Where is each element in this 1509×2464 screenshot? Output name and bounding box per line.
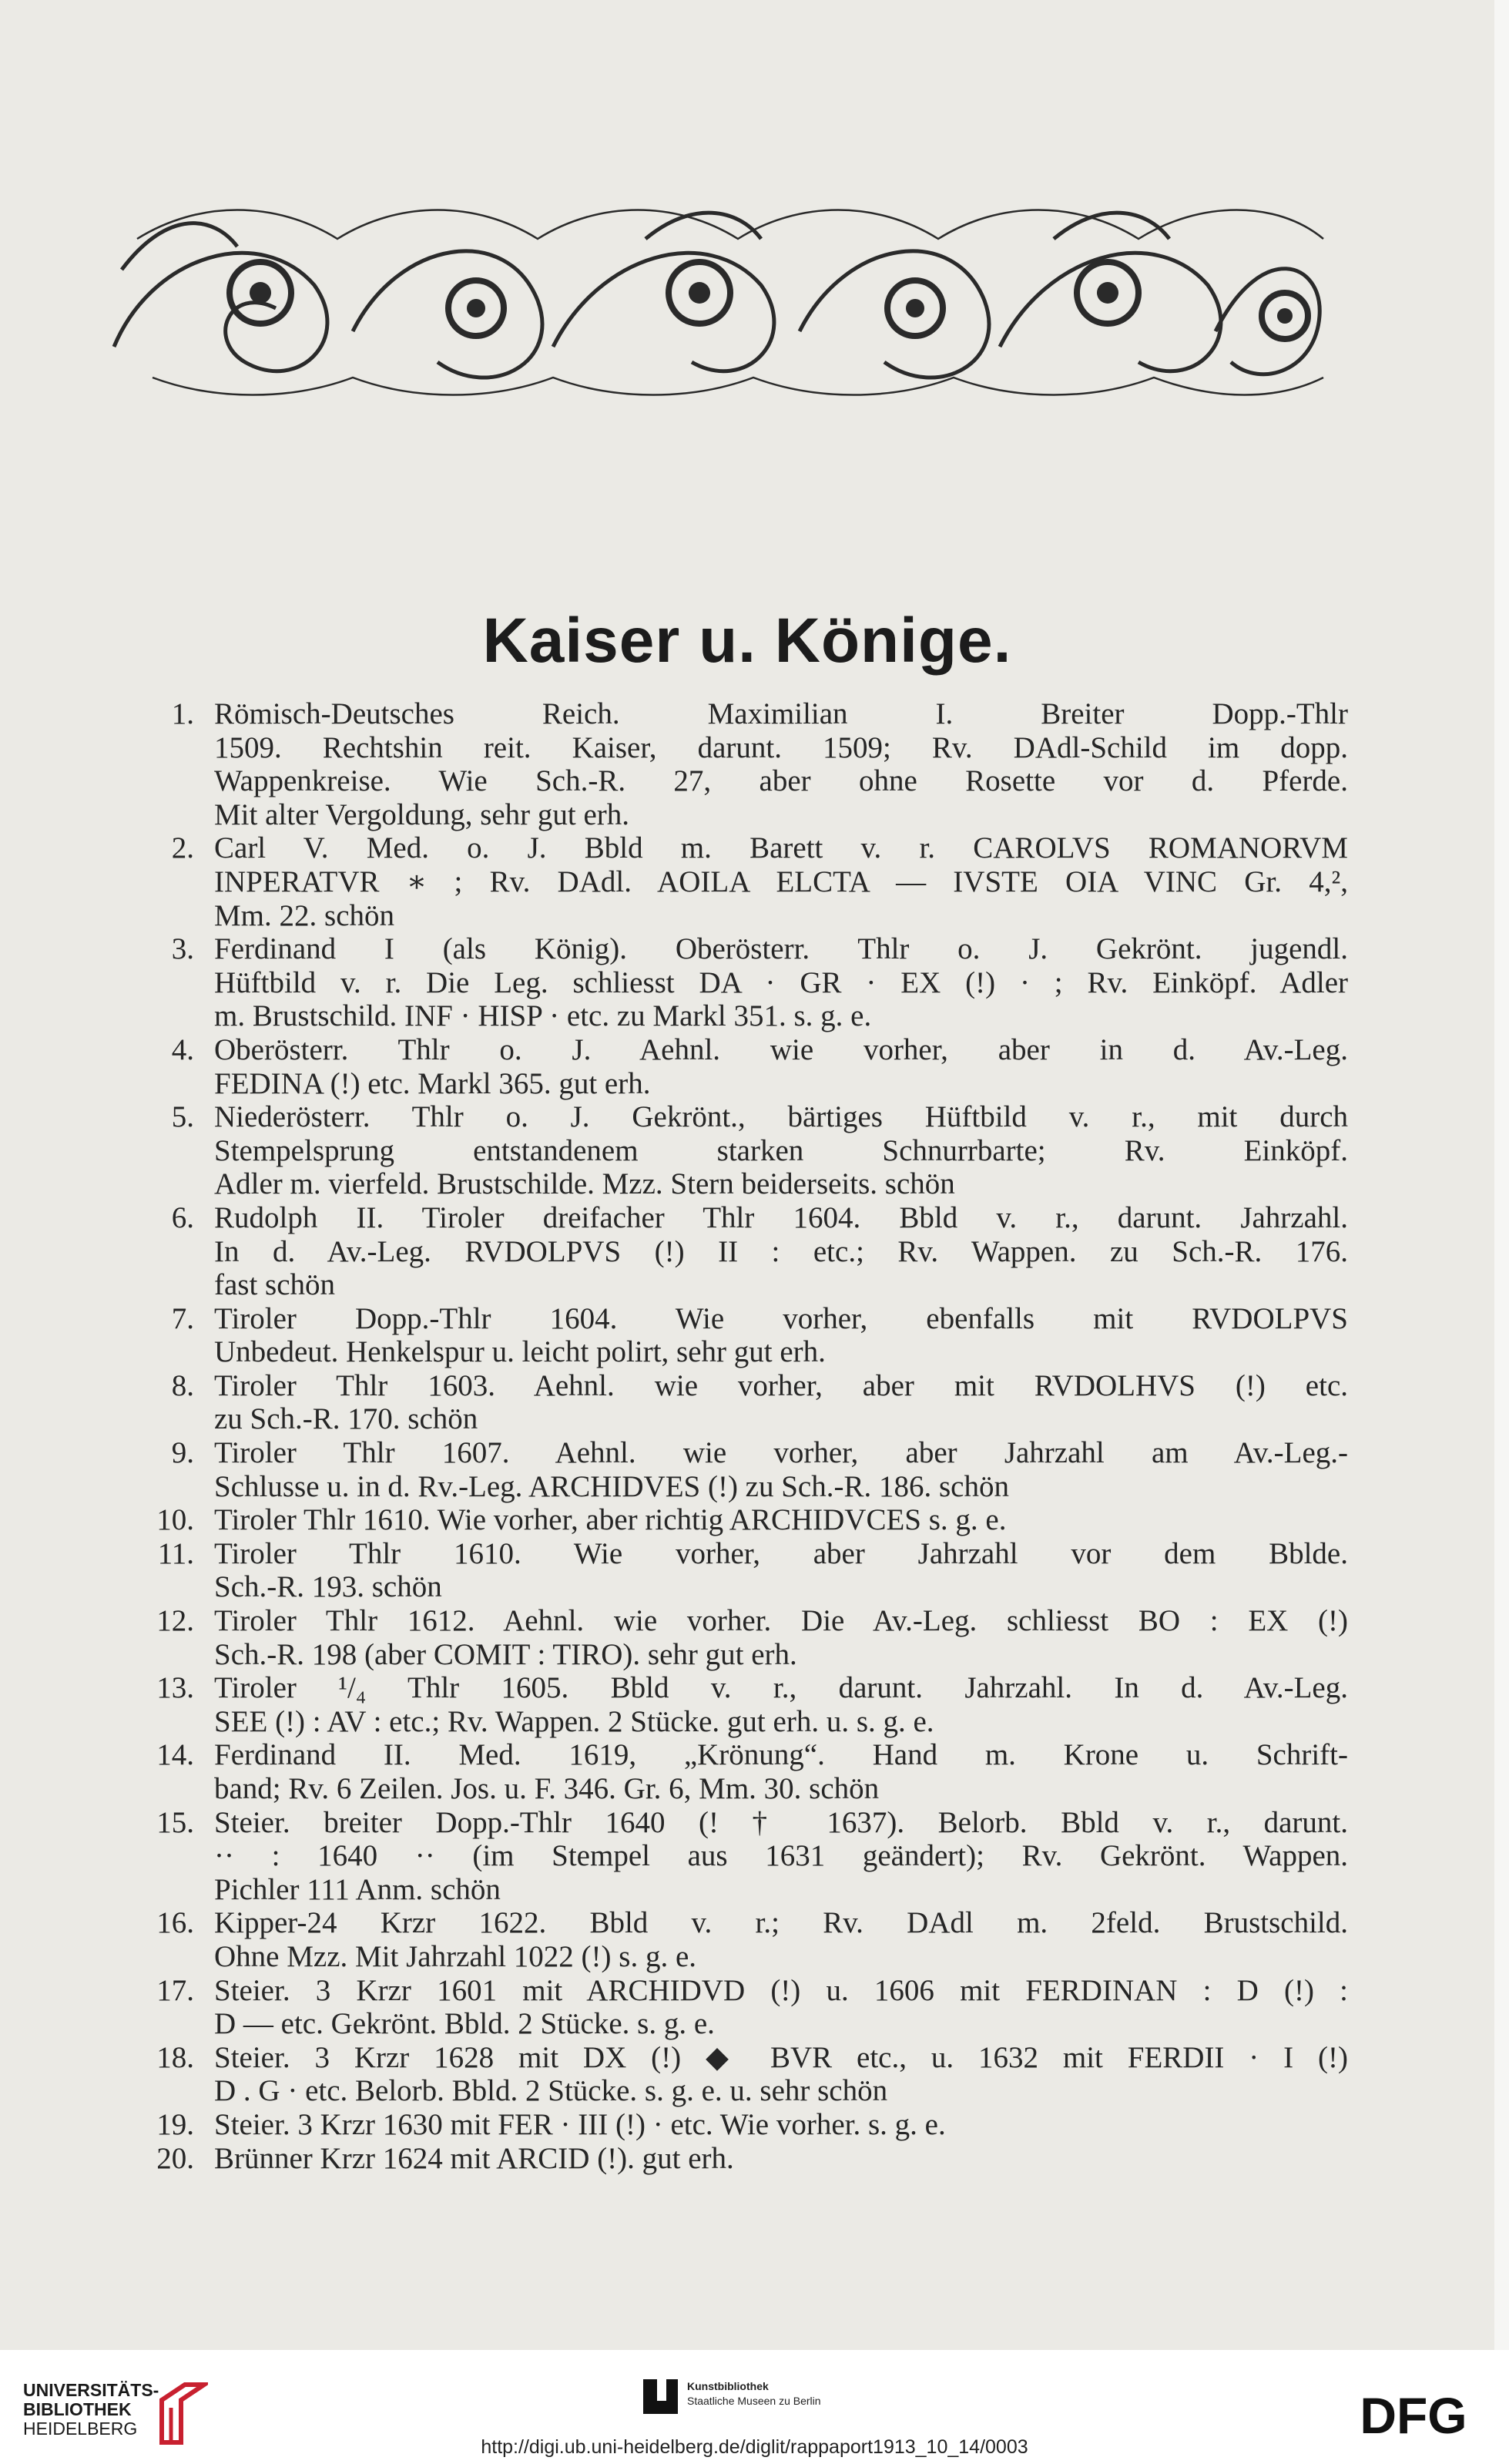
kunstbibliothek-mark-icon <box>643 2379 678 2414</box>
entry-line: Ferdinand II. Med. 1619, „Krönung“. Hand m. Krone u. Schrift- <box>214 1738 1348 1772</box>
entry-line: Sch.-R. 193. schön <box>214 1570 442 1604</box>
entry-line: Tiroler Thlr 1610. Wie vorher, aber Jahrzahl vor dem Bblde. <box>214 1536 1348 1570</box>
ub-heidelberg-logo <box>23 2381 159 2439</box>
entry-line: D — etc. Gekrönt. Bbld. 2 Stücke. s. g. e. <box>214 2007 715 2041</box>
entry-line: Schlusse u. in d. Rv.-Leg. ARCHIDVES (!) zu Sch.-R. 186. schön <box>214 1469 1009 1503</box>
entry-line: Tiroler Thlr 1607. Aehnl. wie vorher, aber Jahrzahl am Av.-Leg.- <box>214 1436 1348 1470</box>
entry-line: Rudolph II. Tiroler dreifacher Thlr 1604. Bbld v. r., darunt. Jahrzahl. <box>214 1200 1348 1234</box>
entry-line: Tiroler Thlr 1610. Wie vorher, aber richtig ARCHIDVCES s. g. e. <box>214 1503 1007 1537</box>
kb-line-2: Staatliche Museen zu Berlin <box>687 2395 821 2407</box>
page-edge <box>1494 0 1509 2350</box>
kb-line-1: Kunstbibliothek <box>687 2380 769 2392</box>
kunstbibliothek-label <box>687 2379 821 2409</box>
entry-number: 7. <box>171 1301 194 1335</box>
entry-line: Mm. 22. schön <box>214 898 394 932</box>
entry-number: 14. <box>156 1738 194 1772</box>
catalog-entry <box>139 932 1348 1033</box>
entry-line: D . G · etc. Belorb. Bbld. 2 Stücke. s. g. e. u. sehr schön <box>214 2074 888 2108</box>
entry-line: Kipper-24 Krzr 1622. Bbld v. r.; Rv. DAdl m. 2feld. Brustschild. <box>214 1906 1348 1940</box>
entry-line: Stempelsprung entstandenem starken Schnurrbarte; Rv. Einköpf. <box>214 1133 1348 1167</box>
catalog-entry <box>139 1604 1348 1671</box>
entry-number: 20. <box>156 2141 194 2175</box>
catalog-entry <box>139 1537 1348 1604</box>
entry-line: Ohne Mzz. Mit Jahrzahl 1022 (!) s. g. e. <box>214 1939 696 1973</box>
entry-line: Brünner Krzr 1624 mit ARCID (!). gut erh. <box>214 2141 734 2175</box>
entry-line: Tiroler Thlr 1612. Aehnl. wie vorher. Die Av.-Leg. schliesst BO : EX (!) <box>214 1604 1348 1638</box>
entry-line: Carl V. Med. o. J. Bbld m. Barett v. r. CAROLVS ROMANORVM <box>214 831 1348 865</box>
entry-line: Römisch-Deutsches Reich. Maximilian I. Breiter Dopp.-Thlr <box>214 697 1348 730</box>
entry-line: FEDINA (!) etc. Markl 365. gut erh. <box>214 1066 651 1100</box>
entry-number: 6. <box>171 1200 194 1234</box>
entry-number: 10. <box>156 1503 194 1537</box>
catalog-entry <box>139 1806 1348 1907</box>
entry-line: ·· : 1640 ·· (im Stempel aus 1631 geändert); Rv. Gekrönt. Wappen. <box>214 1839 1348 1873</box>
source-url-link[interactable]: http://digi.ub.uni-heidelberg.de/diglit/rappaport1913_10_14/0003 <box>481 2436 1028 2458</box>
catalog-entry <box>139 697 1348 831</box>
entry-number: 19. <box>156 2107 194 2141</box>
catalog-entry <box>139 2108 1348 2142</box>
entry-line: In d. Av.-Leg. RVDOLPVS (!) II : etc.; Rv. Wappen. zu Sch.-R. 176. <box>214 1234 1348 1268</box>
catalog-entries <box>139 697 1348 2175</box>
entry-line: Niederösterr. Thlr o. J. Gekrönt., bärtiges Hüftbild v. r., mit durch <box>214 1100 1348 1134</box>
entry-line: Steier. 3 Krzr 1601 mit ARCHIDVD (!) u. 1606 mit FERDINAN : D (!) : <box>214 1973 1348 2007</box>
entry-line: Sch.-R. 198 (aber COMIT : TIRO). sehr gut erh. <box>214 1637 797 1671</box>
entry-number: 4. <box>171 1032 194 1066</box>
entry-number: 2. <box>171 831 194 865</box>
entry-line: Adler m. vierfeld. Brustschilde. Mzz. Stern beiderseits. schön <box>214 1167 955 1201</box>
entry-line: Oberösterr. Thlr o. J. Aehnl. wie vorher, aber in d. Av.-Leg. <box>214 1032 1348 1066</box>
entry-line: Unbedeut. Henkelspur u. leicht polirt, sehr gut erh. <box>214 1335 826 1369</box>
catalog-entry <box>139 1974 1348 2041</box>
catalog-entry <box>139 1100 1348 1201</box>
entry-line: Wappenkreise. Wie Sch.-R. 27, aber ohne Rosette vor d. Pferde. <box>214 764 1348 798</box>
catalog-entry <box>139 2041 1348 2108</box>
page-title: Kaiser u. Könige. <box>482 606 1012 676</box>
dfg-logo-icon <box>1340 2388 1487 2442</box>
catalog-entry <box>139 831 1348 932</box>
dfg-text: DFG <box>1360 2388 1467 2442</box>
entry-line: Steier. breiter Dopp.-Thlr 1640 (! † 1637). Belorb. Bbld v. r., darunt. <box>214 1805 1348 1839</box>
ub-line-2: BIBLIOTHEK <box>23 2399 132 2419</box>
entry-number: 11. <box>157 1536 194 1570</box>
entry-number: 16. <box>156 1906 194 1940</box>
entry-line: Tiroler Dopp.-Thlr 1604. Wie vorher, ebenfalls mit RVDOLPVS <box>214 1301 1348 1335</box>
entry-line: Mit alter Vergoldung, sehr gut erh. <box>214 797 630 831</box>
entry-line: m. Brustschild. INF · HISP · etc. zu Markl 351. s. g. e. <box>214 999 872 1033</box>
ub-line-1: UNIVERSITÄTS- <box>23 2380 159 2400</box>
entry-line: zu Sch.-R. 170. schön <box>214 1402 478 1436</box>
ub-line-3: HEIDELBERG <box>23 2419 138 2439</box>
entry-line: Pichler 111 Anm. schön <box>214 1872 501 1906</box>
catalog-entry <box>139 1906 1348 1973</box>
entry-number: 8. <box>171 1368 194 1402</box>
catalog-entry <box>139 1033 1348 1100</box>
catalog-entry <box>139 1369 1348 1436</box>
entry-line: Hüftbild v. r. Die Leg. schliesst DA · GR · EX (!) · ; Rv. Einköpf. Adler <box>214 965 1348 999</box>
catalog-entry <box>139 1503 1348 1537</box>
entry-line: Tiroler ¹/₄ Thlr 1605. Bbld v. r., darunt. Jahrzahl. In d. Av.-Leg. <box>214 1671 1348 1705</box>
catalog-entry <box>139 1302 1348 1369</box>
entry-line: Steier. 3 Krzr 1630 mit FER · III (!) · etc. Wie vorher. s. g. e. <box>214 2107 946 2141</box>
catalog-entry <box>139 1671 1348 1738</box>
entry-number: 9. <box>171 1436 194 1470</box>
catalog-entry <box>139 1201 1348 1302</box>
footer <box>0 2350 1509 2464</box>
catalog-entry <box>139 2142 1348 2176</box>
entry-number: 17. <box>156 1973 194 2007</box>
catalog-entry <box>139 1436 1348 1503</box>
entry-line: fast schön <box>214 1268 336 1302</box>
catalog-entry <box>139 1738 1348 1805</box>
entry-line: INPERATVR ∗ ; Rv. DAdl. AOILA ELCTA — IVSTE OIA VINC Gr. 4,², <box>214 864 1348 898</box>
entry-number: 5. <box>171 1100 194 1134</box>
entry-number: 18. <box>156 2040 194 2074</box>
entry-line: Steier. 3 Krzr 1628 mit DX (!) ◆ BVR etc., u. 1632 mit FERDII · I (!) <box>214 2040 1348 2074</box>
dfg-logo <box>1340 2388 1487 2442</box>
entry-number: 15. <box>156 1805 194 1839</box>
entry-number: 13. <box>156 1671 194 1705</box>
entry-number: 12. <box>156 1604 194 1638</box>
entry-number: 1. <box>171 697 194 730</box>
entry-line: Tiroler Thlr 1603. Aehnl. wie vorher, aber mit RVDOLHVS (!) etc. <box>214 1368 1348 1402</box>
entry-line: SEE (!) : AV : etc.; Rv. Wappen. 2 Stücke. gut erh. u. s. g. e. <box>214 1704 934 1738</box>
ornament-band-icon <box>106 193 1331 407</box>
entry-line: 1509. Rechtshin reit. Kaiser, darunt. 1509; Rv. DAdl-Schild im dopp. <box>214 730 1348 764</box>
entry-line: Ferdinand I (als König). Oberösterr. Thlr o. J. Gekrönt. jugendl. <box>214 932 1348 966</box>
entry-number: 3. <box>171 932 194 966</box>
entry-line: band; Rv. 6 Zeilen. Jos. u. F. 346. Gr. 6, Mm. 30. schön <box>214 1772 880 1805</box>
